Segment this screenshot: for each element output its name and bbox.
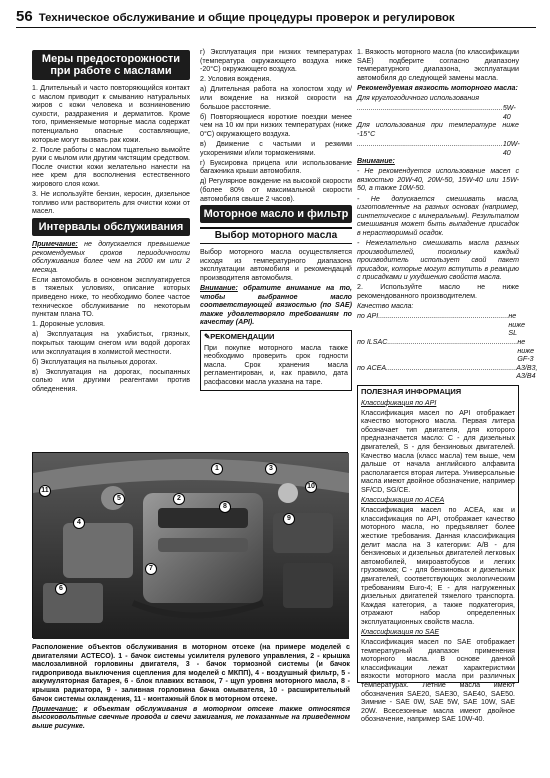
info-paragraph: Классификация масел по SAE отображает температурный диапазон применения моторного масла. В основе данной классификации лежат характеристики вязкости моторного масла при различных температурах. Летние масла имеют обозначения SAE20, SAE30, SAE40, SAE50. Зимние - SAE 0W, SAE 5W, SAE 10W, SAE 20W. Всесезонные масла имеют двойное обозначение, например SAE 10W-40.: [361, 638, 515, 724]
section-heading-intervals: Интервалы обслуживания: [32, 218, 190, 236]
info-subheading: Классификация по API: [361, 398, 437, 407]
list-item: 2. Условия вождения.: [200, 75, 272, 84]
attention-item: - Не рекомендуется использование масел с вязкостью 20W-40, 20W-50, 15W-40 или 15W-50, а также 10W-50.: [357, 167, 519, 193]
use-year-row: .......................................................................... 5W-40: [357, 104, 519, 121]
attention-label: Внимание:: [357, 157, 395, 166]
engine-bay-illustration: [33, 453, 349, 639]
column-right: [357, 48, 538, 778]
callout-4: 4: [73, 517, 85, 529]
useful-info-box: [357, 385, 519, 724]
section-heading-precautions: Меры предосторожности при работе с маслами: [32, 50, 190, 80]
attention-text: обратите внимание на то, чтобы выбранное масло соответствующей вязкостью (по SAE) также удовлетворяло требованиям по качеству (API).: [200, 283, 352, 327]
paragraph: 1. Длительный и часто повторяющийся контакт с маслом приводит к смыванию натуральных жиров с кожи человека и возникновению сухости, раздражения и дерматитов. Кроме того, применяемые моторные масла содержат потенциально опасные составляющие, которые могут вызвать рак кожи.: [32, 84, 190, 144]
engine-bay-photo: [32, 452, 348, 638]
use-year-label: Для круглогодичного использования: [357, 93, 480, 102]
info-subheading: Классификация по SAE: [361, 628, 440, 636]
note-paragraph: [32, 240, 190, 274]
use-cold-value: 10W-40: [502, 139, 520, 157]
paragraph: Выбор моторного масла осуществляется исходя из температурного диапазона эксплуатации автомобиля и рекомендаций производителя автомобиля.: [200, 248, 352, 282]
callout-10: 10: [305, 481, 317, 493]
caption-text: Расположение объектов обслуживания в моторном отсеке (на примере моделей с двигателями ACTECO). 1 - бачок системы усилителя рулевого управления, 2 - крышка маслозаливной горловины двигателя, 3 - бачок тормозной системы (и бачок гидропривода выключения сцепления для моделей с МКПП), 4 - воздушный фильтр, 5 - аккумуляторная батарея, 6 - блок плавких вставок, 7 - щуп уровня моторного масла, 8 - крышка радиатора, 9 - заливная горловина бачка омывателя, 10 - расширительный бачок системы охлаждения, 11 - монтажный блок в моторном отсеке.: [32, 643, 350, 703]
callout-8: 8: [219, 501, 231, 513]
use-cold-label: Для использования при температуре ниже -15°С: [357, 121, 519, 138]
callout-7: 7: [145, 563, 157, 575]
paragraph: 3. Не используйте бензин, керосин, дизельное топливо или растворитель для очистки кожи от масел.: [32, 190, 190, 216]
use-cold-row: .......................................................................... 10W-40: [357, 139, 520, 157]
subsection-heading-oil-choice: Выбор моторного масла: [200, 227, 352, 244]
callout-1: 1: [211, 463, 223, 475]
list-item: в) Эксплуатация на дорогах, посыпанных солью или другими реагентами против обледенения.: [32, 367, 190, 393]
quality-row-acea: по ACEA.................................................................. A3/B3, A3/B4: [357, 363, 538, 381]
callout-9: 9: [283, 513, 295, 525]
callout-3: 3: [265, 463, 277, 475]
caption-note: [32, 705, 350, 731]
list-item: а) Эксплуатация на ухабистых, грязных, покрытых тающим снегом или водой дорогах или эксплуатация в холмистой местности.: [32, 330, 190, 356]
callout-5: 5: [113, 493, 125, 505]
paragraph: 2. Используйте масло не ниже рекомендованного производителем.: [357, 283, 519, 301]
figure-caption: [32, 643, 350, 732]
column-middle: [200, 48, 352, 448]
caption-note-text: к объектам обслуживания в моторном отсеке также относятся высоковольтные свечные провода и свечи зажигания, не показанные на приведенном выше рисунке.: [32, 704, 350, 730]
quality-row-api: по API.................................................................. не ниже SL: [357, 312, 526, 338]
quality-value: не ниже SL: [508, 312, 526, 338]
list-item: б) Повторяющиеся короткие поездки менее чем на 10 км при низких температурах (ниже 0°С) окружающего воздуха.: [200, 112, 352, 138]
quality-row-ilsac: по ILSAC.................................................................. не ниже GF-3: [357, 338, 535, 364]
list-item: 1. Дорожные условия.: [32, 320, 105, 329]
paragraph: 1. Вязкость моторного масла (по классификации SAE) подберите согласно диапазону температурного диапазона, эксплуатации автомобиля до следующей замены масла.: [357, 48, 519, 82]
info-paragraph: Классификация масел по ACEA, как и классификация по API, отображает качество моторного масла, но предъявляет более жесткие требования. Данная классификация делит масла на 3 категории: А/В - для бензиновых и дизельных двигателей легковых автомобилей, микроавтобусов и легких грузовиков; С - для бензиновых и дизельных двигателей, соответствующих экологическим требованиям Euro-4; Е - для нагруженных дизельных двигателей тяжелого транспорта. Каждая категория, а также подкатегория, отражают набор определенных эксплуатационных свойств масла.: [361, 506, 515, 626]
paragraph: 2. После работы с маслом тщательно вымойте руки с мылом или другим чистящим средством. После очистки кожи желательно нанести на нее крем для восполнения естественного жирового слоя кожи.: [32, 145, 190, 189]
callout-6: 6: [55, 583, 67, 595]
page-title: Техническое обслуживание и общие процедуры проверок и регулировок: [38, 12, 455, 24]
list-item: г) Буксировка прицепа или использование багажника крыши автомобиля.: [200, 158, 352, 176]
paragraph: Если автомобиль в основном эксплуатируется в тяжелых условиях, описание которых приведено ниже, то необходимо более частое техническое обслуживание по некоторым пунктам плана ТО.: [32, 275, 190, 319]
callout-2: 2: [173, 493, 185, 505]
recommendations-title: РЕКОМЕНДАЦИИ: [210, 331, 275, 341]
quality-name: по API: [357, 312, 379, 321]
recommendations-text: При покупке моторного масла также необходимо проверить срок годности масла. Срок хранения масла регламентирован, и, как правило, дата расфасовки масла указана на таре.: [204, 343, 348, 386]
list-item: в) Движение с частыми и резкими ускорениями и/или торможениями.: [200, 139, 352, 157]
quality-name: по ILSAC: [357, 338, 388, 346]
note-label: Примечание:: [32, 239, 78, 248]
page-number: 56: [16, 8, 33, 25]
note-text: не допускается превышение рекомендуемых сроков периодичности обслуживания более чем на 2000 км или 2 месяца.: [32, 239, 190, 274]
list-item: б) Эксплуатация на пыльных дорогах.: [32, 357, 158, 366]
list-item: д) Регулярное вождение на высокой скорости (более 80% от максимальной скорости автомобиля свыше 2 часов).: [200, 177, 352, 203]
caption-note-label: Примечание:: [32, 704, 78, 713]
info-paragraph: Классификация масел по API отображает качество моторного масла. Первая литера обозначает тип двигателя, для которого предназначается масло: С - для дизельных двигателей, S - для бензиновых двигателей. Качество масла (класс масла) тем выше, чем дальше от начала английского алфавита располагается вторая литера. Универсальные масла имеют двойное обозначение, например SF/CD, SG/CE.: [361, 408, 515, 494]
recommendations-heading: [204, 333, 348, 342]
list-item: а) Длительная работа на холостом ходу и/или вождение на низкой скорости на большое расстояние.: [200, 85, 352, 111]
quality-value: A3/B3, A3/B4: [516, 363, 538, 381]
section-heading-oil: Моторное масло и фильтр: [200, 205, 352, 223]
info-subheading: Классификация по ACEA: [361, 496, 445, 505]
quality-label: Качество масла:: [357, 302, 414, 311]
attention-label: Внимание:: [200, 283, 238, 292]
useful-info-heading: ПОЛЕЗНАЯ ИНФОРМАЦИЯ: [361, 386, 462, 396]
callout-11: 11: [39, 485, 51, 497]
page-header: [16, 8, 536, 28]
viscosity-rec-heading: Рекомендуемая вязкость моторного масла:: [357, 83, 518, 92]
use-year-value: 5W-40: [502, 104, 516, 121]
pencil-icon: ✎: [204, 331, 211, 341]
attention-paragraph: [200, 284, 352, 327]
attention-item: - Не допускается смешивать масла, изготовленные на разных основах (например, синтетическое с минеральным). Результатом смешивания может быть выпадение присадок в нерастворимый осадок.: [357, 194, 519, 237]
list-item: г) Эксплуатация при низких температурах (температура окружающего воздуха ниже -20°С) окружающего воздуха.: [200, 48, 352, 74]
column-left: [32, 48, 190, 448]
attention-item: - Нежелательно смешивать масла разных производителей, поскольку каждый производитель использует свой пакет присадок, которые могут вступить в реакцию с присадками и ухудшению свойств масла.: [357, 238, 519, 282]
quality-name: по ACEA: [357, 363, 387, 372]
quality-value: не ниже GF-3: [517, 338, 535, 364]
recommendations-box: [200, 330, 352, 391]
